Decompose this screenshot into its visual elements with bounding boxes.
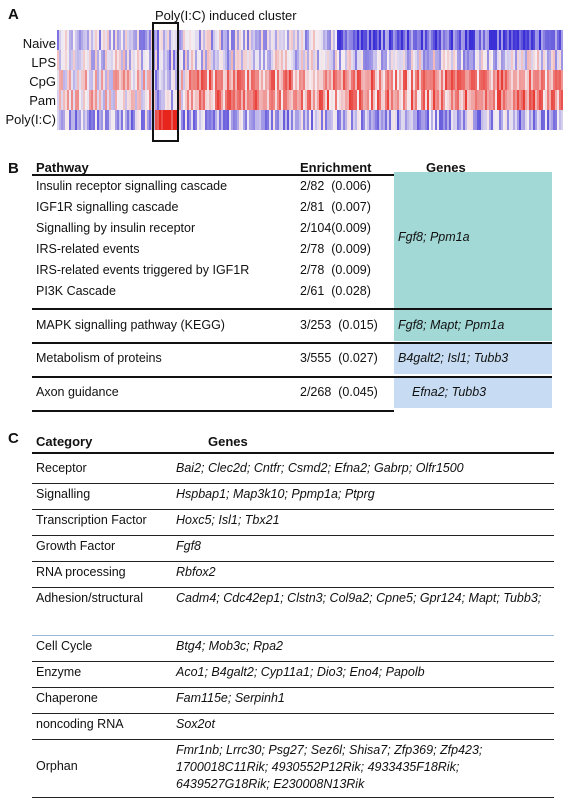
table-c-header-rule <box>32 452 554 454</box>
category-cell: noncoding RNA <box>36 717 124 731</box>
table-c-bottom-rule <box>32 797 554 798</box>
row-divider <box>32 687 554 688</box>
genes-cell: Fmr1nb; Lrrc30; Psg27; Sez6l; Shisa7; Zfp369; Zfp423; 1700018C11Rik; 4930552P12Rik; 4933435F18Rik; 6439527G18Rik; E230008N13Rik <box>176 743 483 791</box>
header-enrichment: Enrichment <box>300 160 372 175</box>
row-divider <box>32 587 554 588</box>
gene-category-table <box>32 430 554 798</box>
table-b-rule <box>32 308 552 310</box>
table-b-header-rule <box>32 174 394 176</box>
row-divider <box>32 661 554 662</box>
pathway-cell: Insulin receptor signalling cascade <box>36 179 228 193</box>
row-divider <box>32 535 554 536</box>
pathway-cell: MAPK signalling pathway (KEGG) <box>36 318 225 332</box>
category-cell: Growth Factor <box>36 539 116 553</box>
cluster-highlight-box <box>152 22 179 142</box>
header-pathway: Pathway <box>36 160 89 175</box>
category-cell: Adhesion/structural <box>36 591 144 605</box>
heatmap <box>57 30 563 130</box>
header-genes: Genes <box>426 160 466 175</box>
genes-cell: Hoxc5; Isl1; Tbx21 <box>176 513 280 527</box>
pathway-cell: IGF1R signalling cascade <box>36 200 179 214</box>
genes-cell-axon: Efna2; Tubb3 <box>412 385 487 399</box>
genes-cell: Bai2; Clec2d; Cntfr; Csmd2; Efna2; Gabrp; Olfr1500 <box>176 461 464 475</box>
pathway-cell: IRS-related events triggered by IGF1R <box>36 263 250 277</box>
table-b-rule <box>32 342 552 344</box>
enrichment-cell: 2/78 (0.009) <box>300 242 371 256</box>
genes-cell-group1: Fgf8; Ppm1a <box>398 230 470 244</box>
category-cell: Enzyme <box>36 665 82 679</box>
heatmap-row-lps: LPS <box>31 55 56 70</box>
category-cell: RNA processing <box>36 565 126 579</box>
header-category: Category <box>36 434 93 449</box>
category-cell: Cell Cycle <box>36 639 93 653</box>
genes-cell: Btg4; Mob3c; Rpa2 <box>176 639 284 653</box>
genes-cell-mapk: Fgf8; Mapt; Ppm1a <box>398 318 505 332</box>
row-divider <box>32 561 554 562</box>
enrichment-cell: 3/555 (0.027) <box>300 351 378 365</box>
category-cell: Receptor <box>36 461 87 475</box>
pathway-cell: IRS-related events <box>36 242 140 256</box>
genes-cell: Aco1; B4galt2; Cyp11a1; Dio3; Eno4; Papolb <box>176 665 425 679</box>
genes-cell: Hspbap1; Map3k10; Ppmp1a; Ptprg <box>176 487 375 501</box>
category-cell: Transcription Factor <box>36 513 147 527</box>
panel-b-label: B <box>8 160 19 177</box>
enrichment-cell: 2/268 (0.045) <box>300 385 378 399</box>
enrichment-cell: 2/82 (0.006) <box>300 179 371 193</box>
row-divider <box>32 509 554 510</box>
pathway-cell: Axon guidance <box>36 385 119 399</box>
row-divider <box>32 739 554 740</box>
category-cell: Orphan <box>36 759 78 773</box>
heatmap-row-polyic: Poly(I:C) <box>5 112 56 127</box>
pathway-cell: PI3K Cascade <box>36 284 116 298</box>
header-genes: Genes <box>208 434 248 449</box>
category-cell: Signalling <box>36 487 91 501</box>
row-divider <box>32 713 554 714</box>
genes-cell: Fam115e; Serpinh1 <box>176 691 285 705</box>
heatmap-title: Poly(I:C) induced cluster <box>155 8 297 23</box>
enrichment-cell: 2/61 (0.028) <box>300 284 371 298</box>
genes-cell: Rbfox2 <box>176 565 216 579</box>
enrichment-cell: 2/78 (0.009) <box>300 263 371 277</box>
genes-cell-metabolism: B4galt2; Isl1; Tubb3 <box>398 351 509 365</box>
genes-cell: Cadm4; Cdc42ep1; Clstn3; Col9a2; Cpne5; Gpr124; Mapt; Tubb3; <box>176 591 542 605</box>
pathway-enrichment-table <box>32 158 552 414</box>
heatmap-row-cpg: CpG <box>29 74 56 89</box>
enrichment-cell: 2/104(0.009) <box>300 221 371 235</box>
genes-cell: Fgf8 <box>176 539 202 553</box>
panel-a-label: A <box>8 6 19 23</box>
pathway-cell: Metabolism of proteins <box>36 351 162 365</box>
row-divider <box>32 483 554 484</box>
enrichment-cell: 3/253 (0.015) <box>300 318 378 332</box>
pathway-cell: Signalling by insulin receptor <box>36 221 196 235</box>
genes-cell: Sox2ot <box>176 717 215 731</box>
heatmap-row-pam: Pam <box>29 93 56 108</box>
table-b-bottom-rule <box>32 410 394 412</box>
heatmap-row-naive: Naive <box>22 36 56 51</box>
table-b-rule <box>32 376 552 378</box>
row-divider <box>32 635 554 636</box>
panel-c-label: C <box>8 430 19 447</box>
category-cell: Chaperone <box>36 691 98 705</box>
enrichment-cell: 2/81 (0.007) <box>300 200 371 214</box>
